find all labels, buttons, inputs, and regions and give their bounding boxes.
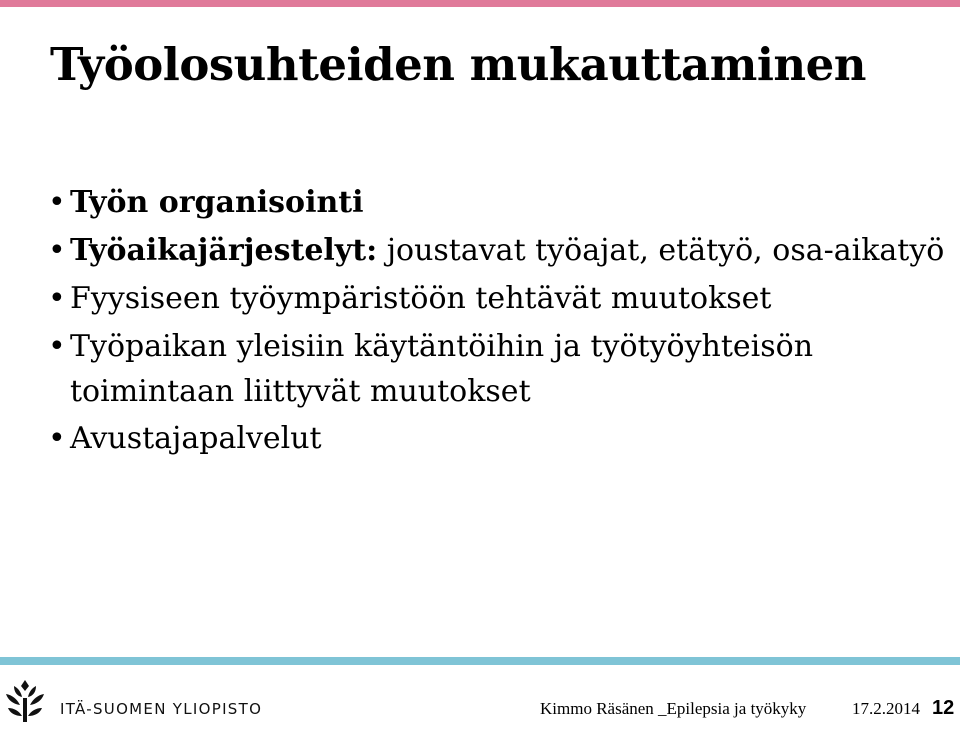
bullet-item — [48, 276, 953, 322]
uef-leaf-logo-icon — [4, 678, 46, 724]
bullet-plain-text: Työpaikan yleisiin käytäntöihin ja työtyöyhteisön toimintaan liittyvät muutokset — [70, 329, 814, 409]
university-name: ITÄ-SUOMEN YLIOPISTO — [60, 700, 263, 718]
page-number: 12 — [932, 697, 955, 719]
bullet-text — [70, 416, 953, 462]
slide-title: Työolosuhteiden mukauttaminen — [50, 38, 866, 91]
footer-date: 17.2.2014 — [852, 699, 920, 718]
bullet-text — [70, 324, 953, 414]
bullet-item — [48, 416, 953, 462]
bullet-item — [48, 228, 953, 274]
bullet-item — [48, 324, 953, 414]
bullet-dot: • — [48, 233, 66, 268]
bullet-bold-text: Työaikajärjestelyt: — [70, 233, 378, 268]
top-accent-bar — [0, 0, 960, 7]
bottom-accent-bar — [0, 657, 960, 665]
bullet-bold-text: Työn organisointi — [70, 185, 364, 220]
bullet-dot: • — [48, 421, 66, 456]
bullet-item — [48, 180, 953, 226]
bullet-list — [48, 180, 953, 464]
footer-author-topic: Kimmo Räsänen _Epilepsia ja työkyky — [540, 699, 807, 718]
bullet-plain-text: Fyysiseen työympäristöön tehtävät muutokset — [70, 281, 772, 316]
bullet-plain-text: joustavat työajat, etätyö, osa-aikatyö — [377, 233, 945, 268]
bullet-text — [70, 228, 953, 274]
bullet-dot: • — [48, 281, 66, 316]
bullet-dot: • — [48, 329, 66, 364]
bullet-text — [70, 180, 953, 226]
bullet-text — [70, 276, 953, 322]
bullet-plain-text: Avustajapalvelut — [70, 421, 322, 456]
bullet-dot: • — [48, 185, 66, 220]
